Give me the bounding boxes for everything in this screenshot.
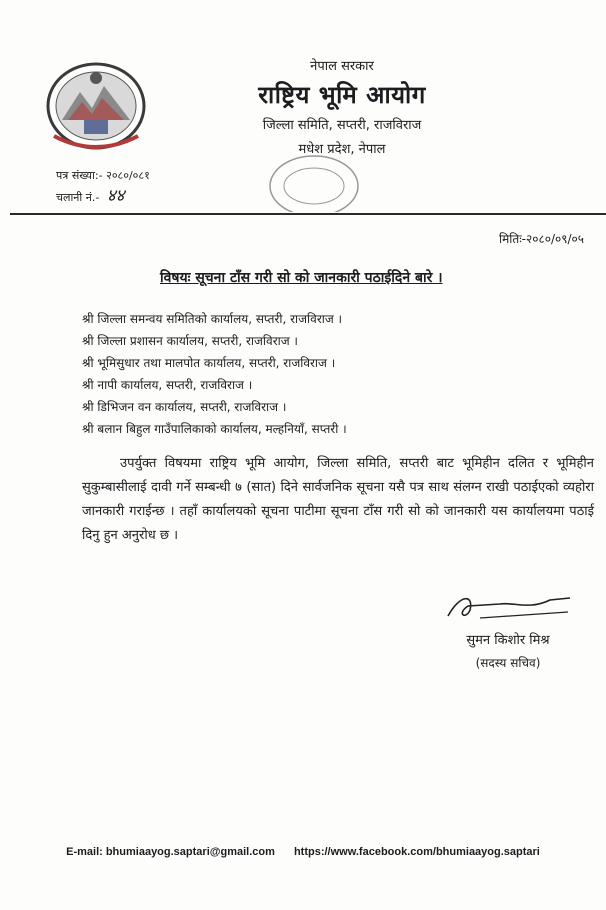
letter-number-label: पत्र संख्या:- bbox=[56, 169, 103, 182]
recipient-item: श्री बलान बिहुल गाउँपालिकाको कार्यालय, मल्हनियाँ, सप्तरी । bbox=[82, 422, 347, 436]
signatory-title: (सदस्य सचिव) bbox=[475, 656, 541, 670]
footer-contacts bbox=[0, 846, 606, 858]
letter-date: मितिः-२०८०/०९/०५ bbox=[499, 232, 584, 246]
recipient-item: श्री डिभिजन वन कार्यालय, सप्तरी, राजविराज । bbox=[82, 400, 287, 414]
recipient-item: श्री जिल्ला समन्वय समितिको कार्यालय, सप्तरी, राजविराज । bbox=[82, 312, 343, 326]
dispatch-number-row bbox=[56, 186, 150, 208]
letter-subject: विषयः सूचना टाँस गरी सो को जानकारी पठाईदिने बारे । bbox=[160, 270, 443, 286]
dispatch-number-value: ४४ bbox=[106, 186, 125, 206]
signatory-name: सुमन किशोर मिश्र bbox=[466, 633, 550, 648]
recipient-list bbox=[82, 308, 347, 440]
organization-district: जिल्ला समिति, सप्तरी, राजविराज bbox=[262, 118, 422, 133]
footer-email[interactable]: E-mail: bhumiaayog.saptari@gmail.com bbox=[66, 846, 275, 858]
dispatch-number-label: चलानी नं.- bbox=[56, 191, 100, 204]
handwritten-signature-icon bbox=[440, 590, 576, 624]
organization-province: मधेश प्रदेश, नेपाल bbox=[298, 142, 386, 157]
letter-body: उपर्युक्त विषयमा राष्ट्रिय भूमि आयोग, जिल्ला समिति, सप्तरी बाट भूमिहीन दलित र भूमिहीन सुकुम्बासीलाई दावी गर्ने सम्बन्धी ७ (सात) दिने सार्वजनिक सूचना यसै पत्र साथ संलग्न राखी पठाईएको व्यहोरा जानकारी गराईन्छ । तहाँ कार्यालयको सूचना पाटीमा सूचना टाँस गरी सो को जानकारी यस कार्यालयमा पठाई दिनु हुन अनुरोध छ । bbox=[82, 456, 594, 543]
letter-number-value: २०८०/०८१ bbox=[106, 169, 150, 182]
recipient-item: श्री भूमिसुधार तथा मालपोत कार्यालय, सप्तरी, राजविराज । bbox=[82, 356, 336, 370]
letterhead bbox=[232, 56, 452, 157]
signature-block bbox=[440, 590, 576, 671]
nepal-emblem-icon bbox=[44, 58, 148, 154]
reference-numbers bbox=[56, 166, 150, 208]
header-divider bbox=[10, 213, 606, 215]
government-label: नेपाल सरकार bbox=[310, 59, 374, 74]
organization-name: राष्ट्रिय भूमि आयोग bbox=[258, 81, 426, 109]
office-stamp-icon bbox=[268, 148, 360, 212]
recipient-item: श्री नापी कार्यालय, सप्तरी, राजविराज । bbox=[82, 378, 253, 392]
letter-number-row bbox=[56, 166, 150, 186]
recipient-item: श्री जिल्ला प्रशासन कार्यालय, सप्तरी, राजविराज । bbox=[82, 334, 298, 348]
footer-facebook-link[interactable]: https://www.facebook.com/bhumiaayog.saptari bbox=[293, 846, 540, 858]
